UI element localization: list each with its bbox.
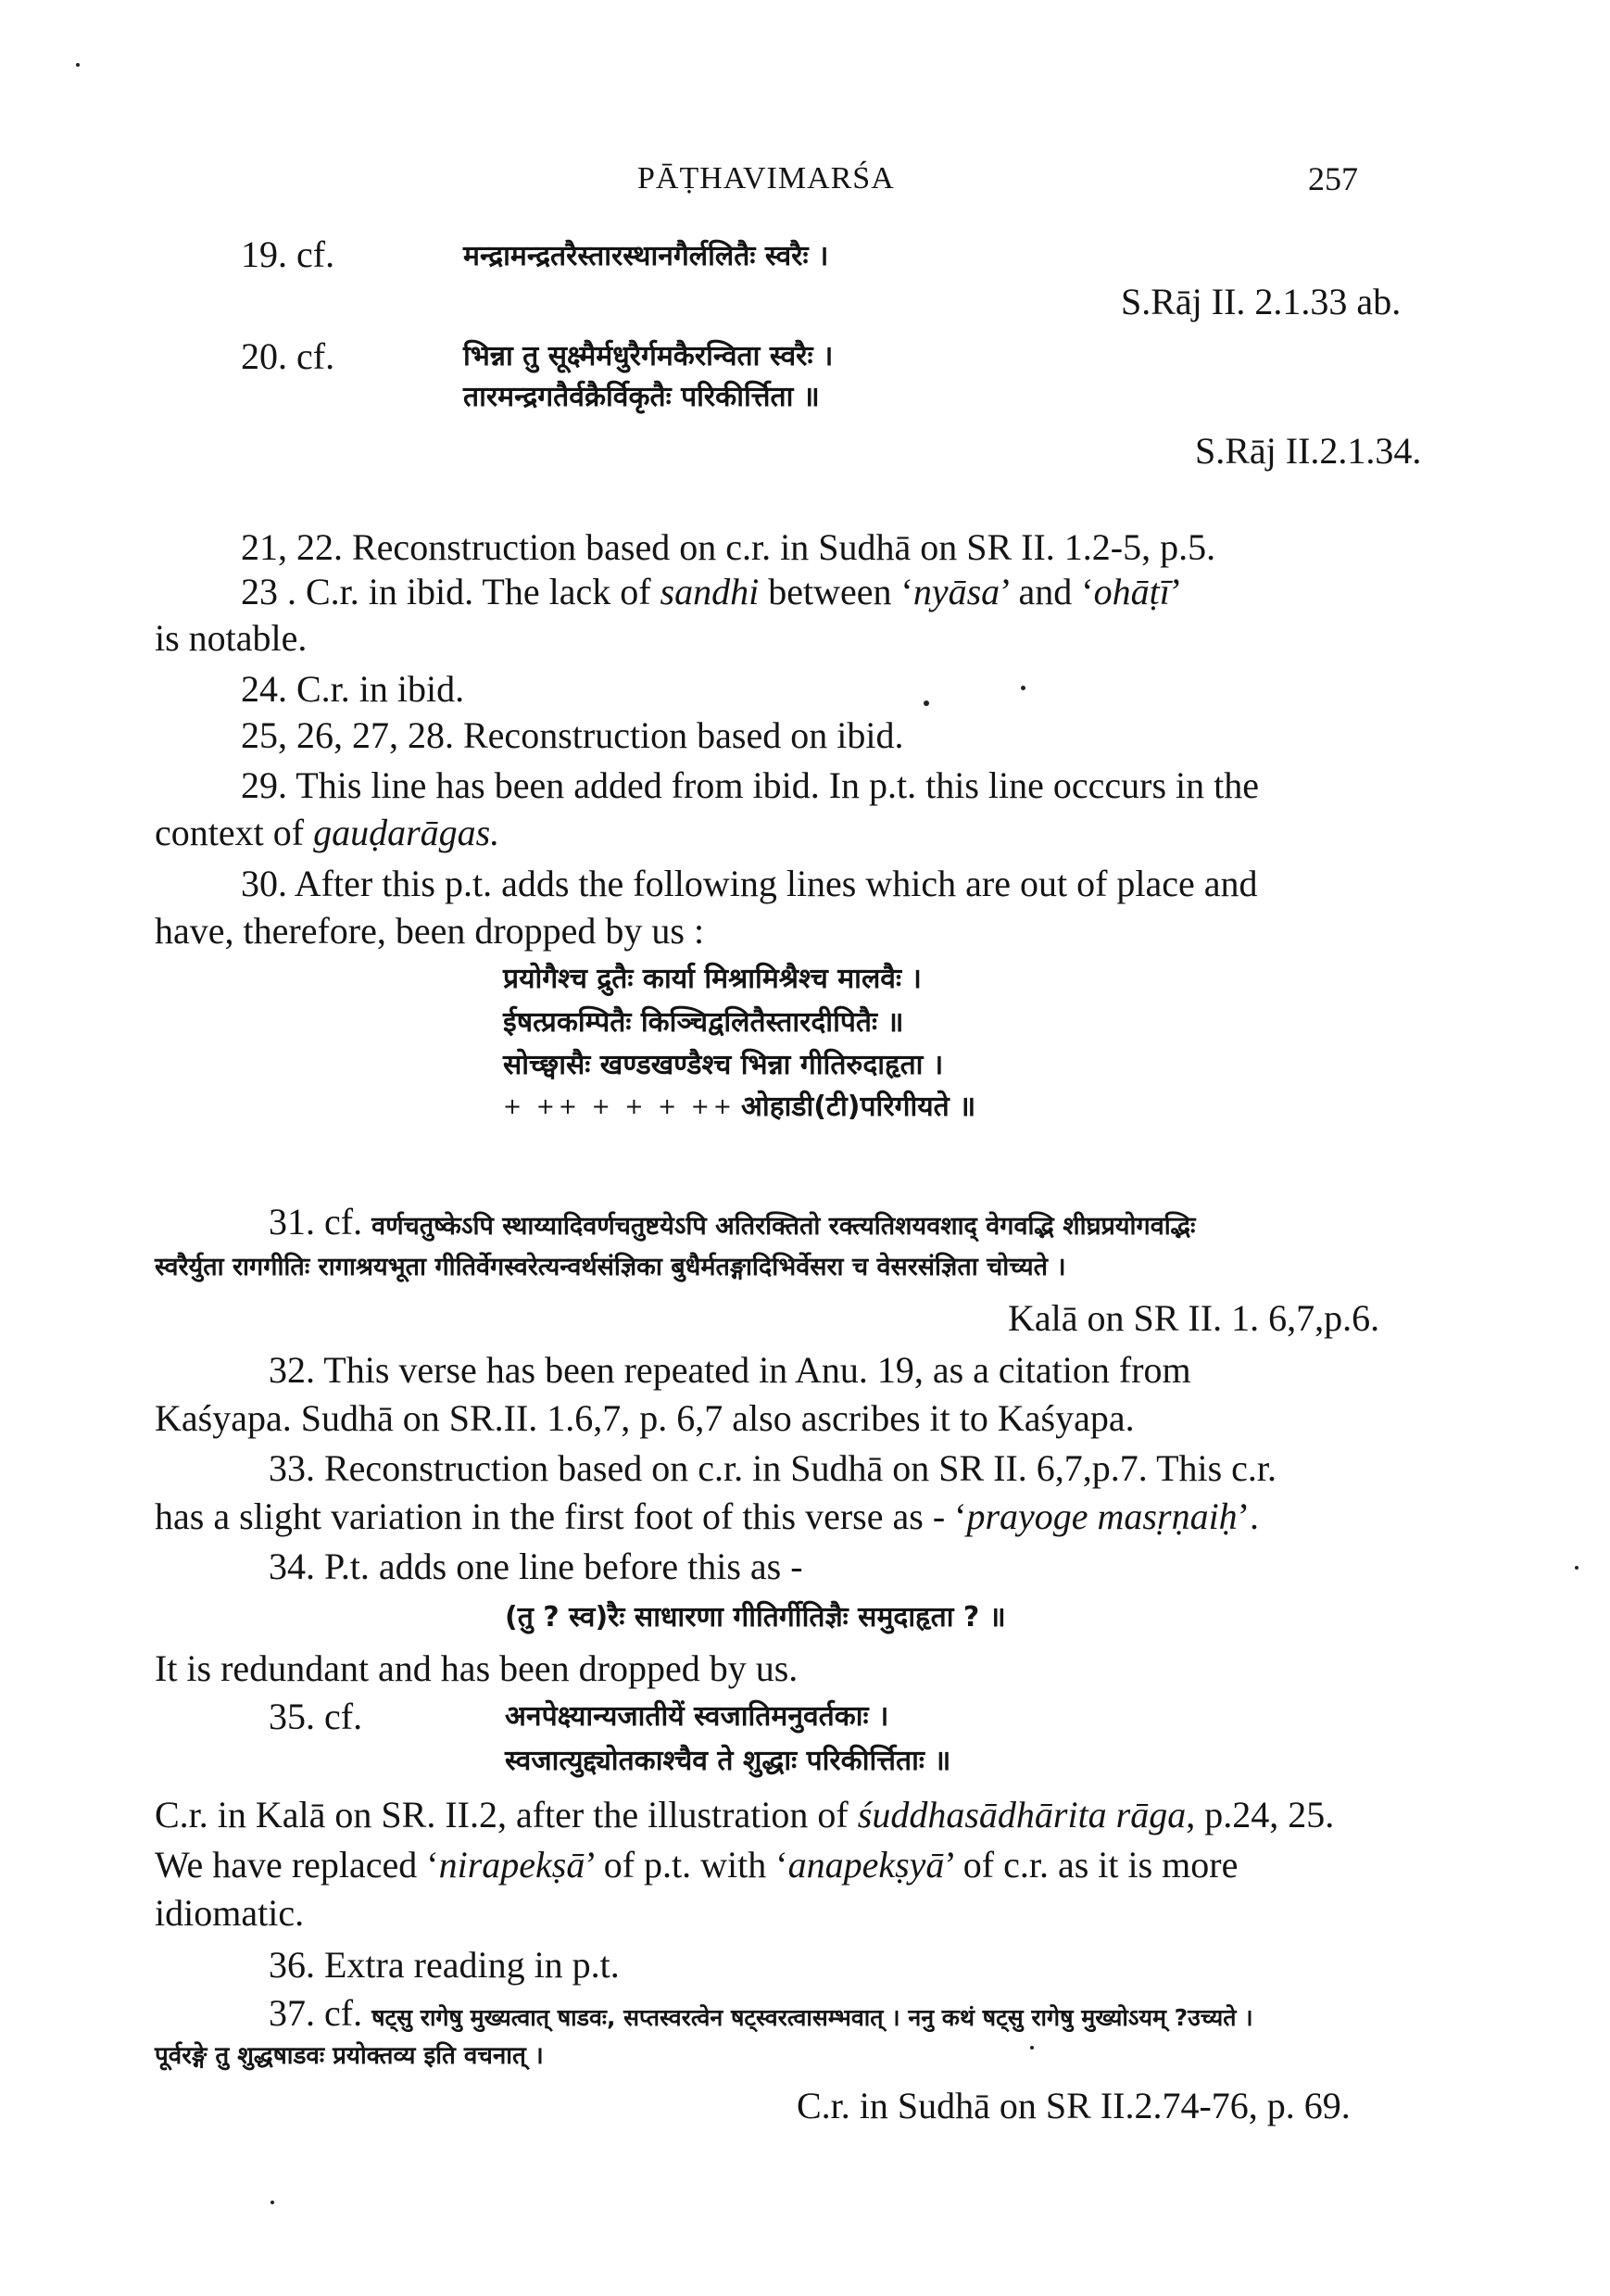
note-29-continuation: context of gauḍarāgas. xyxy=(155,812,500,853)
note-30-continuation: have, therefore, been dropped by us : xyxy=(155,910,705,952)
note-35-continuation: idiomatic. xyxy=(155,1892,305,1934)
stray-mark xyxy=(270,2201,274,2204)
note-34-continuation: It is redundant and has been dropped by us. xyxy=(155,1647,799,1689)
note-30-verse-line-2: ईषत्प्रकम्पितैः किञ्चिद्वलितैस्तारदीपितैः ॥ xyxy=(503,1006,904,1039)
note-37-reference: C.r. in Sudhā on SR II.2.74-76, p. 69. xyxy=(797,2085,1351,2126)
note-23-continuation: is notable. xyxy=(155,617,308,659)
note-19-reference: S.Rāj II. 2.1.33 ab. xyxy=(1121,281,1402,322)
stray-mark xyxy=(1021,686,1025,690)
note-31-continuation: स्वरैर्युता रागगीतिः रागाश्रयभूता गीतिर्वेगस्वरेत्यन्वर्थसंज्ञिका बुधैर्मतङ्गादिभिर्वेसरा च वेसरसंज्ञिता चोच्यते । xyxy=(155,1253,1066,1281)
note-33: 33. Reconstruction based on c.r. in Sudhā on SR II. 6,7,p.7. This c.r. xyxy=(269,1447,1277,1489)
note-35-replacement: We have replaced ‘nirapekṣā’ of p.t. with ‘anapekṣyā’ of c.r. as it is more xyxy=(155,1844,1239,1886)
note-32-continuation: Kaśyapa. Sudhā on SR.II. 1.6,7, p. 6,7 also ascribes it to Kaśyapa. xyxy=(155,1397,1135,1439)
note-37: 37. cf. षट्सु रागेषु मुख्यत्वात् षाडवः, सप्तस्वरत्वेन षट्स्वरत्वासम्भवात् । ननु कथं षट्सु रागेषु मुख्योऽयम् ?उच्यते । xyxy=(269,1992,1253,2034)
note-30-lacuna-marks: + ++ + + + ++ xyxy=(503,1093,736,1119)
note-20-verse-line-2: तारमन्द्रगतैर्वक्रैर्विकृतैः परिकीर्त्तिता ॥ xyxy=(463,381,820,413)
note-32: 32. This verse has been repeated in Anu. 19, as a citation from xyxy=(269,1349,1191,1391)
note-19-verse: मन्द्रामन्द्रतरैस्तारस्थानगैर्ललितैः स्वरैः । xyxy=(463,240,829,272)
note-19-label: 19. cf. xyxy=(241,233,335,275)
note-30-verse-line-4: ओहाडी(टी)परिगीयते ॥ xyxy=(741,1091,976,1123)
note-36: 36. Extra reading in p.t. xyxy=(269,1944,620,1986)
note-30-verse-line-3: सोच्छ्वासैः खण्डखण्डैश्च भिन्ना गीतिरुदाहृता । xyxy=(503,1049,944,1081)
note-25-28: 25, 26, 27, 28. Reconstruction based on ibid. xyxy=(241,714,904,756)
note-31-reference: Kalā on SR II. 1. 6,7,p.6. xyxy=(1008,1297,1380,1339)
stray-mark xyxy=(76,63,80,67)
page-number: 257 xyxy=(1308,160,1358,197)
note-21-22: 21, 22. Reconstruction based on c.r. in Sudhā on SR II. 1.2-5, p.5. xyxy=(241,526,1216,568)
note-34: 34. P.t. adds one line before this as - xyxy=(269,1545,803,1587)
note-24: 24. C.r. in ibid. xyxy=(241,668,465,710)
note-20-reference: S.Rāj II.2.1.34. xyxy=(1195,430,1422,472)
note-35-label: 35. cf. xyxy=(269,1696,363,1737)
note-20-verse-line-1: भिन्ना तु सूक्ष्मैर्मधुरैर्गमकैरन्विता स्वरैः । xyxy=(463,340,834,372)
note-35-citation: C.r. in Kalā on SR. II.2, after the illustration of śuddhasādhārita rāga, p.24, 25. xyxy=(155,1794,1335,1836)
note-23: 23 . C.r. in ibid. The lack of sandhi between ‘nyāsa’ and ‘ohāṭī’ xyxy=(241,571,1183,612)
stray-mark xyxy=(924,700,929,706)
note-30-verse-line-1: प्रयोगैश्च द्रुतैः कार्या मिश्रामिश्रैश्च मालवैः । xyxy=(503,963,922,995)
note-35-verse-line-2: स्वजात्युद्द्योतकाश्चैव ते शुद्धाः परिकीर्त्तिताः ॥ xyxy=(505,1745,951,1777)
running-title: PĀṬHAVIMARŚA xyxy=(637,161,895,196)
note-34-verse: (तु ? स्व)रैः साधारणा गीतिर्गीतिज्ञैः समुदाहृता ? ॥ xyxy=(505,1601,1006,1634)
stray-mark xyxy=(1030,2046,1034,2050)
note-33-continuation: has a slight variation in the first foot of this verse as - ‘prayoge masṛṇaiḥ’. xyxy=(155,1495,1260,1537)
note-29: 29. This line has been added from ibid. In p.t. this line occcurs in the xyxy=(241,764,1260,806)
note-30: 30. After this p.t. adds the following lines which are out of place and xyxy=(241,863,1258,904)
stray-mark xyxy=(1575,1566,1579,1570)
note-31: 31. cf. वर्णचतुष्केऽपि स्थाय्यादिवर्णचतुष्टयेऽपि अतिरक्तितो रक्त्यतिशयवशाद् वेगवद्भि शीघ्रप्रयोगवद्भिः xyxy=(269,1201,1196,1243)
note-35-verse-line-1: अनपेक्ष्यान्यजातीयें स्वजातिमनुवर्तकाः । xyxy=(505,1700,889,1733)
note-37-continuation: पूर्वरङ्गे तु शुद्धषाडवः प्रयोक्तव्य इति वचनात् । xyxy=(155,2042,544,2070)
note-20-label: 20. cf. xyxy=(241,335,335,377)
